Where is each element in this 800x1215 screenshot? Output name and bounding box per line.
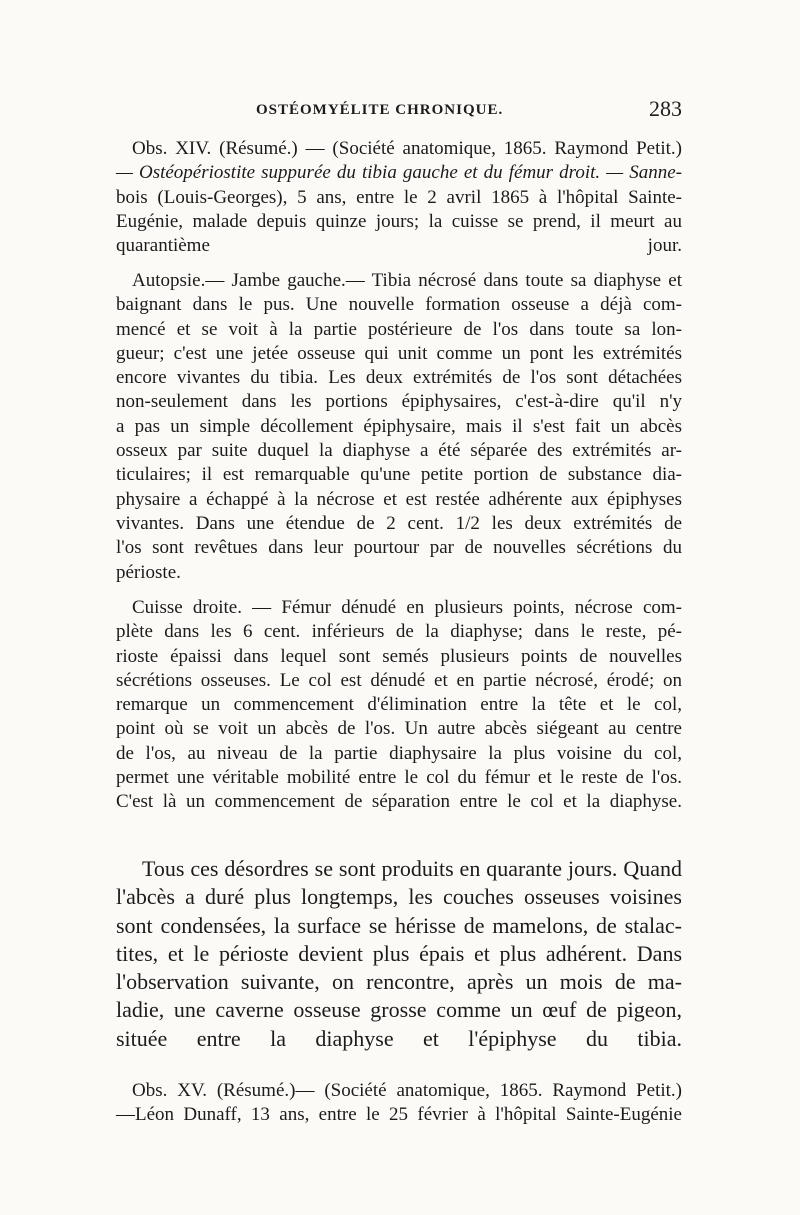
text-line: l'observation suivante, on rencontre, après un mois de ma-: [116, 969, 682, 995]
text-line: point où se voit un abcès de l'os. Un autre abcès siégeant au centre: [116, 718, 682, 740]
text-line: — Ostéopériostite suppurée du tibia gauche et du fémur droit. — Sanne-: [116, 162, 682, 184]
text-line: C'est là un commencement de séparation entre le col et la diaphyse.: [116, 791, 682, 813]
text-line: sont condensées, la surface se hérisse de mamelons, de stalac-: [116, 912, 682, 938]
text-line: tites, et le périoste devient plus épais et plus adhérent. Dans: [116, 940, 682, 966]
text-line: l'os sont revêtues dans leur pourtour par de nouvelles sécrétions du: [116, 537, 682, 559]
text-line: rioste épaissi dans lequel sont semés plusieurs points de nouvelles: [116, 645, 682, 667]
text-line: sécrétions osseuses. Le col est dénudé et en partie nécrosé, érodé; on: [116, 669, 682, 691]
text-line: Eugénie, malade depuis quinze jours; la cuisse se prend, il meurt au: [116, 210, 682, 232]
text-line: gueur; c'est une jetée osseuse qui unit comme un pont les extrémités: [116, 342, 682, 364]
text-line: osseux par suite duquel la diaphyse a été séparée des extrémités ar-: [116, 440, 682, 462]
cuisse-droite-section: [116, 596, 682, 815]
page-number: 283: [649, 96, 682, 121]
text-line: bois (Louis-Georges), 5 ans, entre le 2 avril 1865 à l'hôpital Sainte-: [116, 186, 682, 208]
text-line: vivantes. Dans une étendue de 2 cent. 1/2 les deux extrémités de: [116, 512, 682, 534]
text-line: Autopsie.— Jambe gauche.— Tibia nécrosé dans toute sa diaphyse et: [132, 270, 682, 291]
text-line: baignant dans le pus. Une nouvelle formation osseuse a déjà com-: [116, 294, 682, 316]
autopsie-paragraph: [116, 269, 682, 585]
obs15-paragraph: [116, 1079, 682, 1128]
autopsie-section: [116, 269, 682, 585]
text-line: Obs. XV. (Résumé.)— (Société anatomique, 1865. Raymond Petit.): [132, 1080, 682, 1101]
body-paragraph-section: [116, 855, 682, 1053]
text-line: Tous ces désordres se sont produits en quarante jours. Quand: [142, 856, 682, 881]
text-line: —Léon Dunaff, 13 ans, entre le 25 février à l'hôpital Sainte-Eugénie: [116, 1104, 682, 1126]
page-header: [110, 96, 690, 126]
running-title: OSTÉOMYÉLITE CHRONIQUE.: [256, 102, 504, 118]
text-line: a pas un simple décollement épiphysaire, mais il s'est fait un abcès: [116, 415, 682, 437]
text-line: ticulaires; il est remarquable qu'une petite portion de substance dia-: [116, 464, 682, 486]
text-line: permet une véritable mobilité entre le col du fémur et le reste de l'os.: [116, 767, 682, 789]
text-line: plète dans les 6 cent. inférieurs de la diaphyse; dans le reste, pé-: [116, 621, 682, 643]
observation-xiv: [116, 137, 682, 258]
text-line: de l'os, au niveau de la partie diaphysaire la plus voisine du col,: [116, 742, 682, 764]
text-line: Cuisse droite. — Fémur dénudé en plusieurs points, nécrose com-: [132, 597, 682, 618]
text-line: périoste.: [116, 561, 181, 583]
text-line: située entre la diaphyse et l'épiphyse du tibia.: [116, 1025, 682, 1051]
text-line: l'abcès a duré plus longtemps, les couches osseuses voisines: [116, 884, 682, 910]
cuisse-paragraph: [116, 596, 682, 815]
text-line: encore vivantes du tibia. Les deux extrémités de l'os sont détachées: [116, 367, 682, 389]
observation-xv: [116, 1079, 682, 1128]
text-line: Obs. XIV. (Résumé.) — (Société anatomique, 1865. Raymond Petit.): [132, 138, 682, 159]
text-line: ladie, une caverne osseuse grosse comme un œuf de pigeon,: [116, 997, 682, 1023]
text-line: remarque un commencement d'élimination entre la tête et le col,: [116, 694, 682, 716]
text-line: non-seulement dans les portions épiphysaires, c'est-à-dire qu'il n'y: [116, 391, 682, 413]
text-line: physaire a échappé à la nécrose et est restée adhérente aux épiphyses: [116, 488, 682, 510]
text-line: quarantième jour.: [116, 235, 682, 257]
obs14-paragraph: [116, 137, 682, 258]
body-paragraph: [116, 855, 682, 1053]
text-line: mencé et se voit à la partie postérieure de l'os dans toute sa lon-: [116, 318, 682, 340]
